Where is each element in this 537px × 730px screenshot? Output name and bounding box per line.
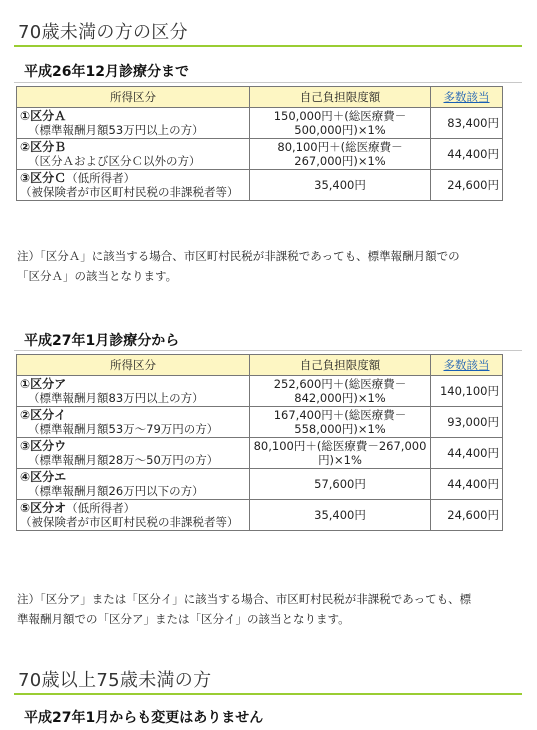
limit-line2: 842,000円)×1% (294, 391, 386, 405)
multi-link[interactable]: 多数該当 (443, 358, 490, 372)
limit-cell: 35,400円 (250, 500, 431, 531)
category-label: ①区分Ａ (20, 109, 67, 123)
note-h27 (17, 589, 517, 629)
section-title-under70: 70歳未満の方の区分 (18, 22, 188, 43)
multi-cell: 24,600円 (431, 170, 503, 201)
income-cell (17, 407, 250, 438)
limit-cell: 57,600円 (250, 469, 431, 500)
section-title-underline (14, 693, 522, 695)
col-header-income: 所得区分 (17, 87, 250, 108)
limit-table-h26 (16, 86, 503, 201)
multi-cell: 93,000円 (431, 407, 503, 438)
limit-cell (250, 407, 431, 438)
table-row (17, 139, 503, 170)
category-desc: （標準報酬月額28万～50万円の方） (28, 453, 219, 467)
section-title-underline (14, 45, 522, 47)
multi-cell: 44,400円 (431, 438, 503, 469)
category-label: ③区分Ｃ (20, 171, 67, 185)
multi-cell: 44,400円 (431, 469, 503, 500)
table-row (17, 469, 503, 500)
subsection-title-no-change: 平成27年1月からも変更はありません (24, 710, 264, 726)
table-row (17, 108, 503, 139)
income-cell (17, 438, 250, 469)
limit-cell (250, 376, 431, 407)
note-line2: 準報酬月額での「区分ア」または「区分イ」の該当となります。 (17, 612, 350, 626)
section-title-70to75: 70歳以上75歳未満の方 (18, 670, 212, 691)
category-label-suffix: （低所得者） (66, 171, 136, 185)
category-desc: （標準報酬月額26万円以下の方） (28, 484, 204, 498)
category-desc: （被保険者が市区町村民税の非課税者等） (20, 185, 239, 199)
limit-line2: 円)×1% (318, 453, 362, 467)
category-label-suffix: （低所得者） (66, 501, 136, 515)
subsection-divider (14, 350, 522, 351)
col-header-multi (431, 355, 503, 376)
col-header-income: 所得区分 (17, 355, 250, 376)
limit-cell (250, 139, 431, 170)
limit-line2: 500,000円)×1% (294, 123, 386, 137)
table-header-row (17, 355, 503, 376)
limit-cell: 35,400円 (250, 170, 431, 201)
table-row (17, 500, 503, 531)
category-label: ②区分イ (20, 408, 67, 422)
multi-cell: 24,600円 (431, 500, 503, 531)
multi-cell: 140,100円 (431, 376, 503, 407)
income-cell (17, 170, 250, 201)
limit-line1: 80,100円＋(総医療費－267,000 (253, 439, 427, 453)
limit-cell (250, 438, 431, 469)
category-label: ①区分ア (20, 377, 67, 391)
income-cell (17, 376, 250, 407)
income-cell (17, 139, 250, 170)
income-cell (17, 500, 250, 531)
subsection-title-until-h26: 平成26年12月診療分まで (24, 64, 189, 80)
limit-cell (250, 108, 431, 139)
limit-table-h27 (16, 354, 503, 531)
limit-line1: 150,000円＋(総医療費－ (273, 109, 407, 123)
income-cell (17, 108, 250, 139)
note-h26 (17, 246, 517, 286)
table-header-row (17, 87, 503, 108)
col-header-multi (431, 87, 503, 108)
category-desc: （標準報酬月額83万円以上の方） (28, 391, 204, 405)
limit-line2: 558,000円)×1% (294, 422, 386, 436)
limit-line1: 252,600円＋(総医療費－ (273, 377, 407, 391)
col-header-limit: 自己負担限度額 (250, 87, 431, 108)
limit-line1: 167,400円＋(総医療費－ (273, 408, 407, 422)
category-label: ②区分Ｂ (20, 140, 67, 154)
table-row (17, 376, 503, 407)
multi-link[interactable]: 多数該当 (443, 90, 490, 104)
multi-cell: 44,400円 (431, 139, 503, 170)
table-row (17, 407, 503, 438)
subsection-divider (14, 82, 522, 83)
category-label: ③区分ウ (20, 439, 67, 453)
category-label: ⑤区分オ (20, 501, 67, 515)
category-desc: （標準報酬月額53万～79万円の方） (28, 422, 219, 436)
subsection-title-from-h27: 平成27年1月診療分から (24, 333, 180, 349)
multi-cell: 83,400円 (431, 108, 503, 139)
note-line2: 「区分Ａ」の該当となります。 (17, 269, 178, 283)
table-row (17, 438, 503, 469)
category-desc: （被保険者が市区町村民税の非課税者等） (20, 515, 239, 529)
col-header-limit: 自己負担限度額 (250, 355, 431, 376)
note-line1: 注）「区分Ａ」に該当する場合、市区町村民税が非課税であっても、標準報酬月額での (17, 249, 460, 263)
category-desc: （標準報酬月額53万円以上の方） (28, 123, 204, 137)
note-line1: 注）「区分ア」または「区分イ」に該当する場合、市区町村民税が非課税であっても、標 (17, 592, 472, 606)
table-row (17, 170, 503, 201)
category-label: ④区分エ (20, 470, 67, 484)
income-cell (17, 469, 250, 500)
limit-line1: 80,100円＋(総医療費－ (277, 140, 403, 154)
category-desc: （区分Ａおよび区分Ｃ以外の方） (28, 154, 201, 168)
limit-line2: 267,000円)×1% (294, 154, 386, 168)
